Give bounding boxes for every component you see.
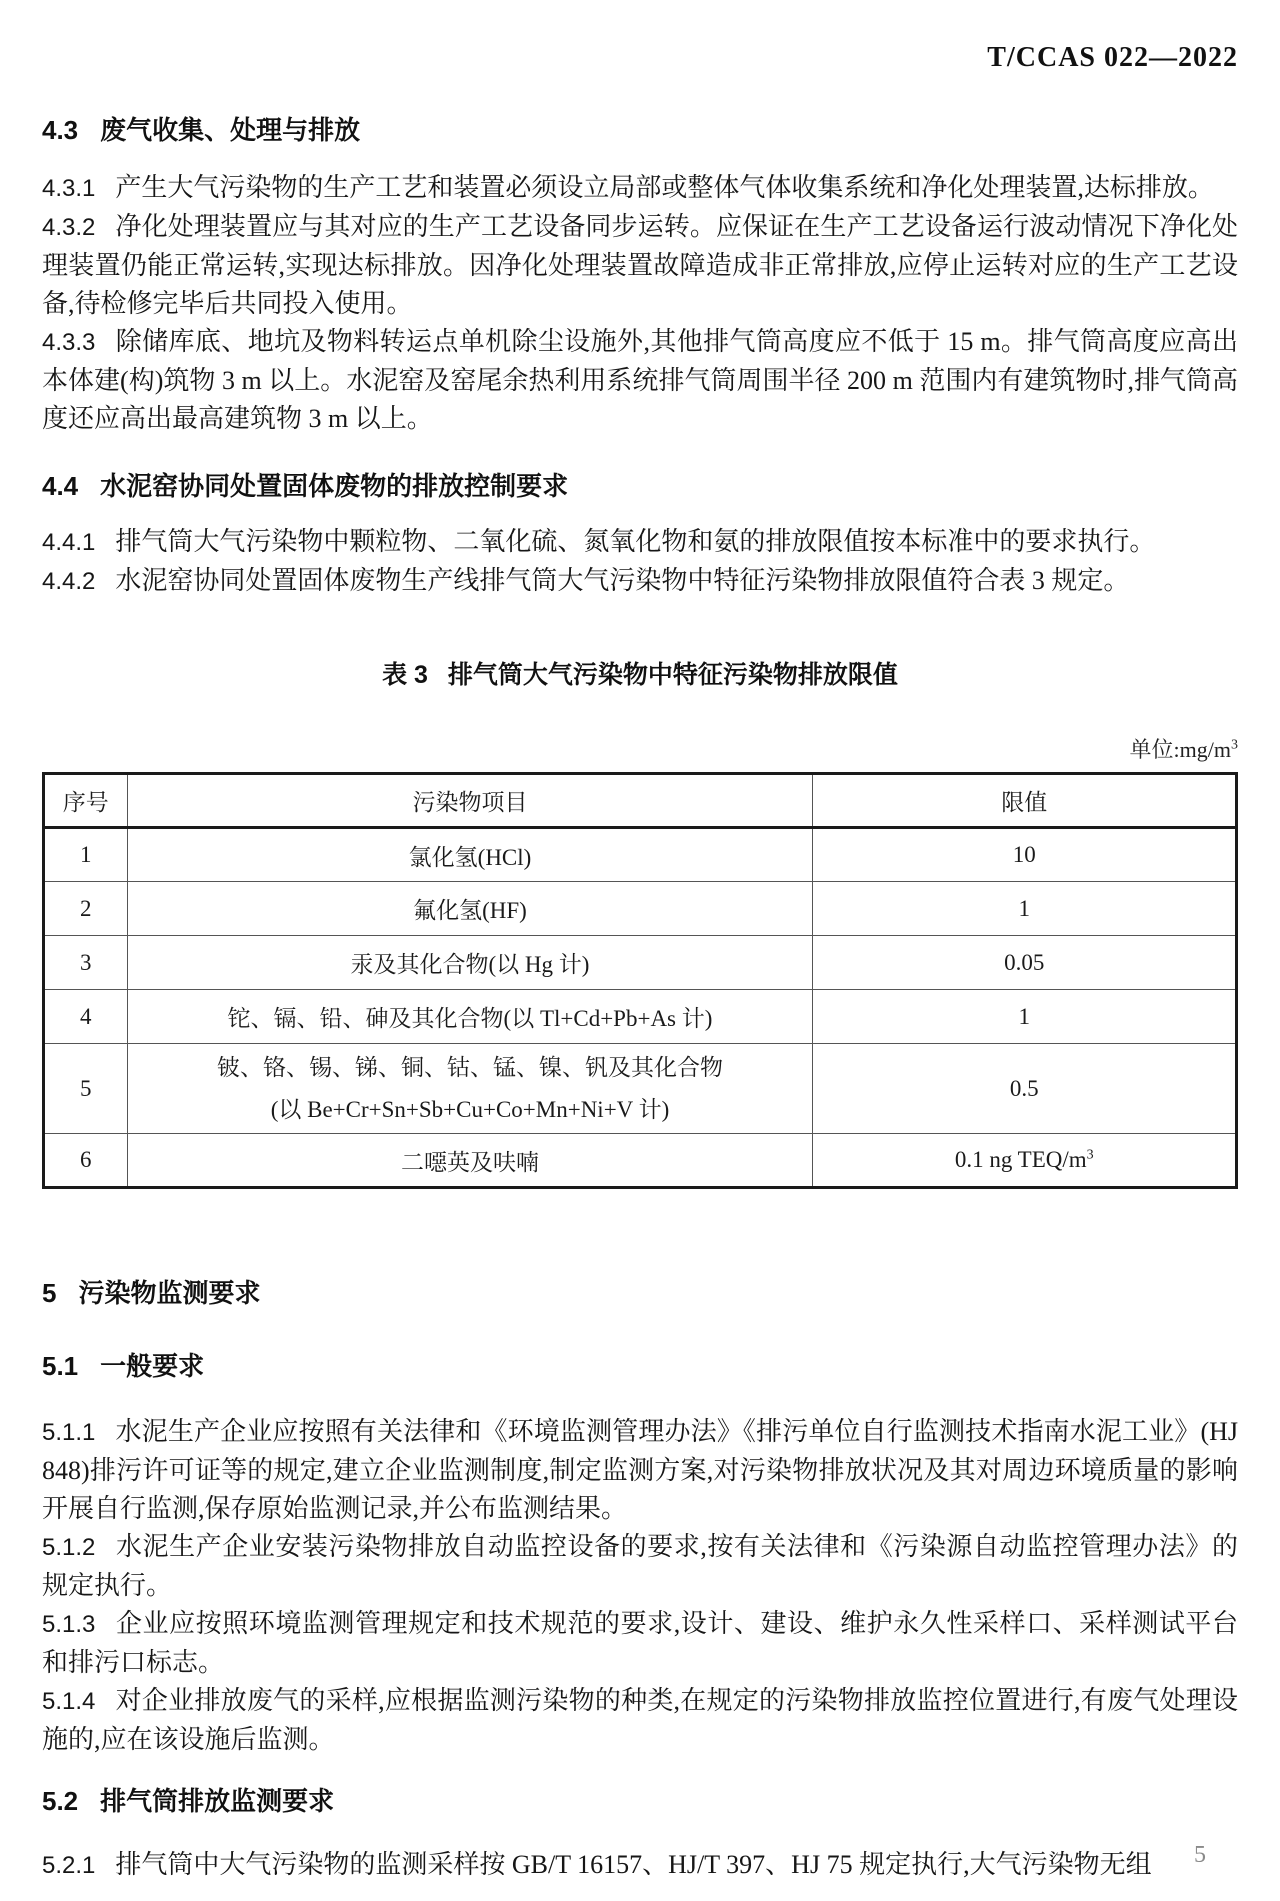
clause-text: 水泥窑协同处置固体废物生产线排气筒大气污染物中特征污染物排放限值符合表 3 规定。	[115, 566, 1130, 595]
clause-4-3-3	[42, 323, 1238, 438]
section-title: 水泥窑协同处置固体废物的排放控制要求	[100, 471, 569, 501]
section-number: 5.2	[42, 1786, 79, 1816]
clause-4-4-1	[42, 523, 1238, 562]
clause-text: 除储库底、地坑及物料转运点单机除尘设施外,其他排气筒高度应不低于 15 m。排气筒高度应高出本体建(构)筑物 3 m 以上。水泥窑及窑尾余热利用系统排气筒周围半径 200 m 范围内有建筑物时,排气筒高度还应高出最高建筑物 3 m 以上。	[42, 327, 1238, 433]
section-heading-5-1	[42, 1346, 1238, 1383]
clause-5-1-3	[42, 1605, 1238, 1682]
section-heading-5-2	[42, 1781, 1238, 1818]
cell-seq: 1	[44, 828, 128, 882]
cell-seq: 5	[44, 1044, 128, 1134]
clause-text: 对企业排放废气的采样,应根据监测污染物的种类,在规定的污染物排放监控位置进行,有废气处理设施的,应在该设施后监测。	[42, 1686, 1238, 1754]
clause-text: 排气筒中大气污染物的监测采样按 GB/T 16157、HJ/T 397、HJ 75 规定执行,大气污染物无组	[115, 1850, 1152, 1879]
clause-number: 5.1.2	[42, 1534, 96, 1561]
section-heading-5	[42, 1273, 1238, 1310]
clause-number: 5.1.3	[42, 1611, 96, 1638]
clause-4-3-1	[42, 169, 1238, 208]
clause-text: 水泥生产企业安装污染物排放自动监控设备的要求,按有关法律和《污染源自动监控管理办法》的规定执行。	[42, 1532, 1238, 1600]
clause-5-1-4	[42, 1682, 1238, 1759]
cell-item	[127, 1044, 813, 1134]
cell-item: 铊、镉、铅、砷及其化合物(以 Tl+Cd+Pb+As 计)	[127, 990, 813, 1044]
cell-limit: 1	[813, 882, 1237, 936]
clause-5-1-2	[42, 1528, 1238, 1605]
section-title: 污染物监测要求	[78, 1278, 261, 1308]
table-header-row	[44, 774, 1237, 828]
limit-text: 0.1 ng TEQ/m	[954, 1147, 1087, 1172]
cell-limit: 10	[813, 828, 1237, 882]
table-title: 排气筒大气污染物中特征污染物排放限值	[447, 661, 898, 689]
table-row	[44, 882, 1237, 936]
clause-text: 排气筒大气污染物中颗粒物、二氧化硫、氮氧化物和氨的排放限值按本标准中的要求执行。	[115, 527, 1156, 556]
unit-text: 单位:mg/m	[1129, 737, 1231, 762]
cell-item: 汞及其化合物(以 Hg 计)	[127, 936, 813, 990]
cell-item: 氟化氢(HF)	[127, 882, 813, 936]
page-number: 5	[1194, 1842, 1206, 1868]
clause-5-1-1	[42, 1413, 1238, 1528]
col-header-item: 污染物项目	[127, 774, 813, 828]
clause-number: 5.1.4	[42, 1688, 96, 1715]
cell-item: 二噁英及呋喃	[127, 1134, 813, 1188]
clause-number: 4.4.1	[42, 529, 96, 556]
section-title: 废气收集、处理与排放	[100, 115, 361, 145]
clause-text: 企业应按照环境监测管理规定和技术规范的要求,设计、建设、维护永久性采样口、采样测试平台和排污口标志。	[42, 1609, 1238, 1677]
col-header-seq: 序号	[44, 774, 128, 828]
table-row	[44, 1134, 1237, 1188]
clause-5-2-1	[42, 1846, 1238, 1885]
clause-text: 净化处理装置应与其对应的生产工艺设备同步运转。应保证在生产工艺设备运行波动情况下净化处理装置仍能正常运转,实现达标排放。因净化处理装置故障造成非正常排放,应停止运转对应的生产工艺设备,待检修完毕后共同投入使用。	[42, 212, 1238, 318]
table-label: 表 3	[382, 661, 428, 689]
standard-number-header: T/CCAS 022—2022	[987, 42, 1238, 73]
cell-seq: 2	[44, 882, 128, 936]
section-number: 5	[42, 1278, 57, 1308]
clause-number: 5.1.1	[42, 1419, 96, 1446]
section-title: 一般要求	[100, 1351, 205, 1381]
table-row	[44, 936, 1237, 990]
clause-text: 产生大气污染物的生产工艺和装置必须设立局部或整体气体收集系统和净化处理装置,达标排放。	[115, 173, 1214, 202]
cell-seq: 3	[44, 936, 128, 990]
table-row	[44, 990, 1237, 1044]
cell-limit: 1	[813, 990, 1237, 1044]
item-line-1: 铍、铬、锡、锑、铜、钴、锰、镍、钒及其化合物	[216, 1054, 723, 1080]
section-number: 5.1	[42, 1351, 79, 1381]
limit-superscript: 3	[1086, 1147, 1094, 1163]
clause-number: 5.2.1	[42, 1852, 96, 1879]
clause-text: 水泥生产企业应按照有关法律和《环境监测管理办法》《排污单位自行监测技术指南水泥工业》(HJ 848)排污许可证等的规定,建立企业监测制度,制定监测方案,对污染物排放状况及其对周边环境质量的影响开展自行监测,保存原始监测记录,并公布监测结果。	[42, 1417, 1238, 1523]
clause-number: 4.3.1	[42, 175, 96, 202]
clause-number: 4.3.3	[42, 329, 96, 356]
section-heading-4-4	[42, 466, 1238, 503]
section-title: 排气筒排放监测要求	[100, 1786, 335, 1816]
cell-limit	[813, 1134, 1237, 1188]
clause-number: 4.3.2	[42, 214, 96, 241]
table-3-caption	[42, 655, 1238, 691]
clause-4-4-2	[42, 562, 1238, 601]
table-row	[44, 828, 1237, 882]
cell-item: 氯化氢(HCl)	[127, 828, 813, 882]
col-header-limit: 限值	[813, 774, 1237, 828]
section-heading-4-3	[42, 110, 1238, 147]
unit-superscript: 3	[1231, 737, 1238, 753]
section-number: 4.3	[42, 115, 79, 145]
cell-seq: 6	[44, 1134, 128, 1188]
pollutant-limits-table	[42, 772, 1238, 1189]
cell-seq: 4	[44, 990, 128, 1044]
item-line-2: (以 Be+Cr+Sn+Sb+Cu+Co+Mn+Ni+V 计)	[270, 1096, 670, 1122]
clause-number: 4.4.2	[42, 568, 96, 595]
table-row	[44, 1044, 1237, 1134]
table-unit-label	[42, 733, 1238, 764]
clause-4-3-2	[42, 208, 1238, 323]
cell-limit: 0.5	[813, 1044, 1237, 1134]
cell-limit: 0.05	[813, 936, 1237, 990]
section-number: 4.4	[42, 471, 79, 501]
